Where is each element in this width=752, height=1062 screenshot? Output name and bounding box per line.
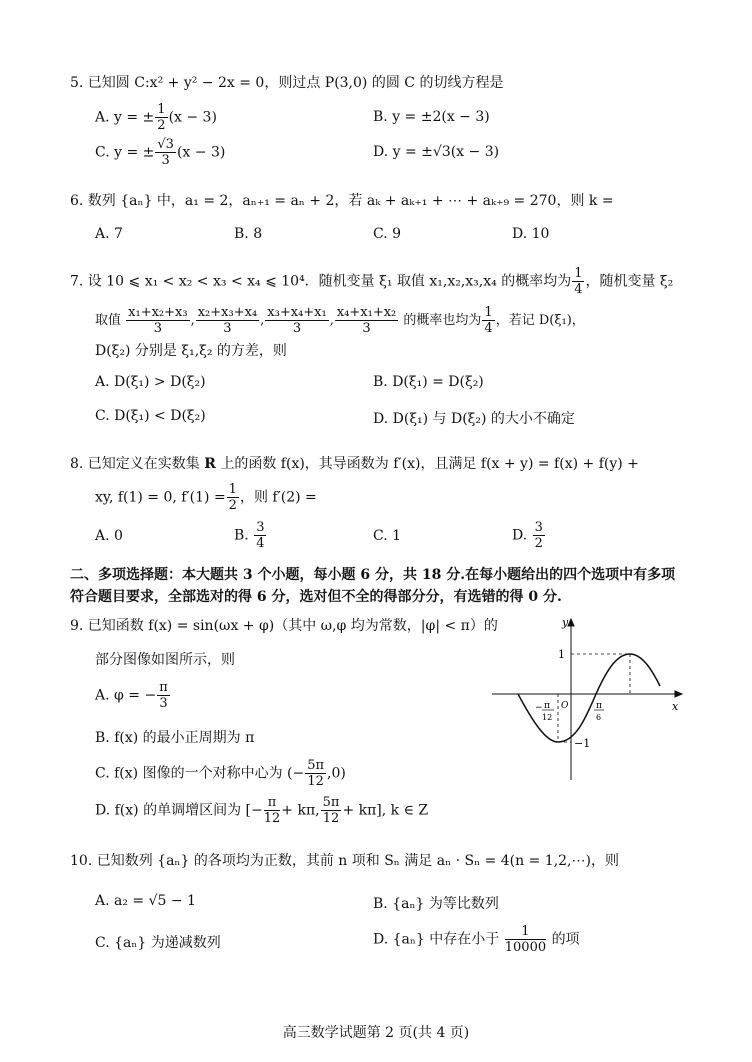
q10-option-d: D. {aₙ} 中存在小于 $\frac{1}{10000}$ 的项: [373, 924, 580, 955]
q10-option-b: B. {aₙ} 为等比数列: [373, 896, 499, 912]
q7-option-a: A. D(ξ₁) > D(ξ₂): [95, 374, 206, 390]
q6-option-c: C. 9: [373, 226, 402, 242]
q9-option-b: B. f(x) 的最小正周期为 π: [95, 730, 255, 746]
x-tick-right-num: π: [596, 701, 602, 711]
x-axis-label: x: [672, 700, 679, 713]
q8-line-2: xy, f(1) = 0, f′(1) = $\frac{1}{2}$ ，则 f′(2) =: [95, 482, 317, 513]
q6-option-b: B. 8: [234, 226, 263, 242]
x-tick-left-sign: −: [535, 703, 543, 713]
q7-option-c: C. D(ξ₁) < D(ξ₂): [95, 408, 206, 424]
q8-option-a: A. 0: [95, 528, 123, 544]
y-tick-minus-1: −1: [574, 737, 591, 750]
q9-option-c: C. f(x) 图像的一个对称中心为 (− $\frac{5\pi}{12}$ ,0): [95, 758, 346, 789]
q7-option-b: B. D(ξ₁) = D(ξ₂): [373, 374, 484, 390]
sine-curve: [518, 654, 660, 742]
q10-option-c: C. {aₙ} 为递减数列: [95, 935, 221, 951]
section-2-heading-line-2: 符合题目要求，全部选对的得 6 分，选对但不全的得部分分，有选错的得 0 分.: [70, 589, 562, 605]
q5-option-d: D. y = ±√3(x − 3): [373, 144, 500, 160]
q5-option-b: B. y = ±2(x − 3): [373, 109, 490, 125]
q9-option-a: A. φ = − $\frac{\pi}{3}$: [95, 680, 168, 711]
q9-line-2: 部分图像如图所示，则: [95, 652, 235, 668]
q6-stem: 6. 数列 {aₙ} 中，a₁ = 2，aₙ₊₁ = aₙ + 2，若 aₖ + aₖ₊₁ + ⋯ + aₖ₊₉ = 270，则 k =: [70, 193, 614, 209]
origin-label: O: [561, 701, 569, 711]
section-2-heading-line-1: 二、多项选择题：本大题共 3 个小题，每小题 6 分，共 18 分.在每小题给出的四个选项中有多项: [70, 567, 676, 583]
y-axis-label: y: [562, 616, 569, 629]
x-axis-arrow: [675, 691, 682, 697]
q10-stem: 10. 已知数列 {aₙ} 的各项均为正数，其前 n 项和 Sₙ 满足 aₙ · Sₙ = 4(n = 1,2,⋯)，则: [70, 853, 619, 869]
q8-option-c: C. 1: [373, 528, 402, 544]
q10-option-a: A. a₂ = √5 − 1: [95, 893, 196, 909]
q7-line-2: 取值 $\frac{\text{x₁+x₂+x₃}}{3}$ , $\frac{\text{x₂+x₃+x₄}}{3}$ , $\frac{\text{x₃+x₄+x₁}}{3}$ , $\frac{\text{x₄+x₁+x₂}}{3}$ 的概率也均为 $\frac{1}{4}$ ，若记 D(ξ₁)，: [95, 305, 585, 336]
x-tick-right-den: 6: [596, 713, 602, 722]
q5-option-c: C. y = ± $\frac{√3}{3}$ (x − 3): [95, 137, 226, 168]
x-tick-left-den: 12: [542, 713, 553, 722]
q7-line-3: D(ξ₂) 分别是 ξ₁,ξ₂ 的方差，则: [95, 343, 287, 359]
q7-option-d: D. D(ξ₁) 与 D(ξ₂) 的大小不确定: [373, 411, 575, 427]
y-axis-arrow: [568, 619, 574, 626]
q5-option-a: A. y = ± $\frac{1}{2}$ (x − 3): [95, 102, 217, 133]
x-tick-left-num: π: [544, 701, 550, 711]
q6-option-a: A. 7: [95, 226, 123, 242]
q8-line-1: 8. 已知定义在实数集 R 上的函数 f(x)，其导函数为 f′(x)，且满足 f(x + y) = f(x) + f(y) +: [70, 456, 639, 472]
q9-line-1: 9. 已知函数 f(x) = sin(ωx + φ)（其中 ω,φ 均为常数，|φ| < π）的: [70, 618, 498, 634]
q8-option-d: D. $\frac{3}{2}$: [512, 520, 543, 551]
q8-option-b: B. $\frac{3}{4}$: [234, 520, 265, 551]
q5-stem: 5. 已知圆 C:x² + y² − 2x = 0，则过点 P(3,0) 的圆 C 的切线方程是: [70, 75, 504, 91]
y-tick-1: 1: [558, 648, 565, 661]
page-footer: 高三数学试题第 2 页(共 4 页): [282, 1025, 470, 1041]
q9-option-d: D. f(x) 的单调增区间为 [− $\frac{\pi}{12}$ + kπ, $\frac{5\pi}{12}$ + kπ], k ∈ Z: [95, 795, 429, 826]
q7-line-1: 7. 设 10 ⩽ x₁ < x₂ < x₃ < x₄ ⩽ 10⁴．随机变量 ξ₁ 取值 x₁,x₂,x₃,x₄ 的概率均为 $\frac{1}{4}$ ，随机变量 ξ₂: [70, 266, 674, 297]
q9-sine-graph: [488, 612, 688, 784]
q6-option-d: D. 10: [512, 226, 550, 242]
